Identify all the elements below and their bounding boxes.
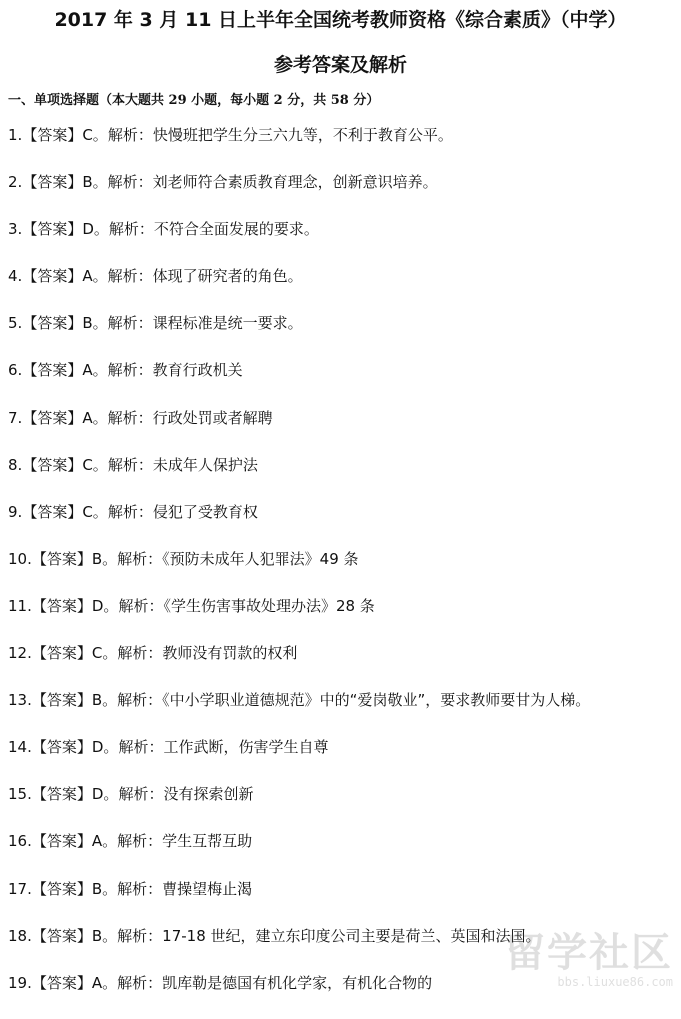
watermark-logo: 留学社区 xyxy=(505,930,673,976)
answer-tag: 【答案】 xyxy=(31,879,92,898)
question-number: 18. xyxy=(8,926,32,945)
answer-explanation: 解析：不符合全面发展的要求。 xyxy=(108,220,319,239)
answer-item-8 xyxy=(8,454,590,501)
answer-tag: 【答案】 xyxy=(31,549,92,568)
answer-explanation: 解析：行政处罚或者解聘 xyxy=(107,408,273,427)
answer-item-15 xyxy=(8,783,590,830)
answer-explanation: 解析：课程标准是统一要求。 xyxy=(107,314,303,333)
question-number: 19. xyxy=(8,973,32,992)
answer-choice: A。 xyxy=(91,973,118,992)
answer-item-17 xyxy=(8,878,590,925)
answer-item-4 xyxy=(8,265,590,312)
answer-item-2 xyxy=(8,171,590,218)
answer-explanation: 解析：《学生伤害事故处理办法》28 条 xyxy=(118,596,375,615)
answer-explanation: 解析：曹操望梅止渴 xyxy=(117,879,253,898)
answer-choice: A。 xyxy=(82,361,108,380)
question-number: 6. xyxy=(8,361,23,380)
question-number: 13. xyxy=(8,691,32,710)
section-heading: 一、单项选择题（本大题共 29 小题，每小题 2 分，共 58 分） xyxy=(8,93,380,108)
answer-item-16 xyxy=(8,830,590,877)
answer-choice: A。 xyxy=(82,267,108,286)
answer-tag: 【答案】 xyxy=(22,173,83,192)
question-number: 14. xyxy=(8,738,32,757)
answer-choice: C。 xyxy=(82,455,108,474)
answer-item-6 xyxy=(8,359,590,406)
answer-item-3 xyxy=(8,218,590,265)
answer-tag: 【答案】 xyxy=(31,644,92,663)
answer-choice: C。 xyxy=(82,126,108,144)
answer-explanation: 解析：侵犯了受教育权 xyxy=(107,502,258,521)
answer-item-7 xyxy=(8,407,590,454)
answer-list xyxy=(8,124,590,1019)
answer-explanation: 解析：《中小学职业道德规范》中的“爱岗敬业”，要求教师要甘为人梯。 xyxy=(117,691,591,710)
answer-item-9 xyxy=(8,501,590,548)
question-number: 5. xyxy=(8,314,23,333)
answer-tag: 【答案】 xyxy=(22,126,83,144)
answer-choice: C。 xyxy=(91,644,118,663)
answer-explanation: 解析：工作武断，伤害学生自尊 xyxy=(118,738,329,757)
answer-choice: D。 xyxy=(82,220,109,239)
document-subtitle: 参考答案及解析 xyxy=(273,54,407,76)
watermark-url: bbs.liuxue86.com xyxy=(557,975,673,989)
answer-item-11 xyxy=(8,595,590,642)
answer-explanation: 解析：未成年人保护法 xyxy=(107,455,258,474)
answer-tag: 【答案】 xyxy=(31,973,92,992)
question-number: 11. xyxy=(8,596,32,615)
site-watermark xyxy=(503,931,673,993)
answer-tag: 【答案】 xyxy=(31,926,92,945)
answer-explanation: 解析：17-18 世纪，建立东印度公司主要是荷兰、英国和法国。 xyxy=(117,926,541,945)
question-number: 1. xyxy=(8,126,23,144)
answer-choice: D。 xyxy=(91,738,119,757)
answer-item-14 xyxy=(8,736,590,783)
question-number: 3. xyxy=(8,220,23,239)
answer-item-1 xyxy=(8,124,590,171)
answer-choice: B。 xyxy=(91,879,118,898)
answer-explanation: 解析：刘老师符合素质教育理念，创新意识培养。 xyxy=(107,173,438,192)
answer-tag: 【答案】 xyxy=(22,220,83,239)
answer-explanation: 解析：学生互帮互助 xyxy=(117,832,253,851)
answer-item-10 xyxy=(8,548,590,595)
question-number: 7. xyxy=(8,408,23,427)
question-number: 16. xyxy=(8,832,32,851)
answer-choice: A。 xyxy=(82,408,108,427)
question-number: 9. xyxy=(8,502,23,521)
answer-choice: B。 xyxy=(82,314,108,333)
question-number: 12. xyxy=(8,644,32,663)
answer-tag: 【答案】 xyxy=(31,832,92,851)
question-number: 10. xyxy=(8,549,32,568)
answer-choice: B。 xyxy=(91,926,118,945)
answer-tag: 【答案】 xyxy=(22,267,83,286)
answer-tag: 【答案】 xyxy=(31,785,92,804)
answer-choice: B。 xyxy=(91,549,118,568)
answer-explanation: 解析：《预防未成年人犯罪法》49 条 xyxy=(117,549,359,568)
answer-tag: 【答案】 xyxy=(22,361,83,380)
question-number: 4. xyxy=(8,267,23,286)
answer-tag: 【答案】 xyxy=(22,314,83,333)
answer-tag: 【答案】 xyxy=(22,455,83,474)
answer-choice: A。 xyxy=(91,832,118,851)
answer-tag: 【答案】 xyxy=(31,738,92,757)
answer-choice: B。 xyxy=(82,173,108,192)
answer-choice: D。 xyxy=(91,596,119,615)
answer-tag: 【答案】 xyxy=(22,408,83,427)
answer-explanation: 解析：教育行政机关 xyxy=(107,361,243,380)
answer-tag: 【答案】 xyxy=(31,596,92,615)
answer-explanation: 解析：快慢班把学生分三六九等，不利于教育公平。 xyxy=(107,126,453,144)
answer-explanation: 解析：凯库勒是德国有机化学家，有机化合物的 xyxy=(117,973,433,992)
document-title: 2017 年 3 月 11 日上半年全国统考教师资格《综合素质》（中学） xyxy=(54,9,627,31)
answer-item-5 xyxy=(8,312,590,359)
answer-tag: 【答案】 xyxy=(22,502,83,521)
answer-explanation: 解析：教师没有罚款的权利 xyxy=(117,644,298,663)
question-number: 15. xyxy=(8,785,32,804)
answer-choice: B。 xyxy=(91,691,118,710)
question-number: 2. xyxy=(8,173,23,192)
answer-choice: C。 xyxy=(82,502,108,521)
answer-explanation: 解析：体现了研究者的角色。 xyxy=(107,267,303,286)
answer-tag: 【答案】 xyxy=(31,691,92,710)
answer-item-12 xyxy=(8,642,590,689)
answer-explanation: 解析：没有探索创新 xyxy=(118,785,254,804)
question-number: 8. xyxy=(8,455,23,474)
answer-item-13 xyxy=(8,689,590,736)
answer-choice: D。 xyxy=(91,785,119,804)
question-number: 17. xyxy=(8,879,32,898)
